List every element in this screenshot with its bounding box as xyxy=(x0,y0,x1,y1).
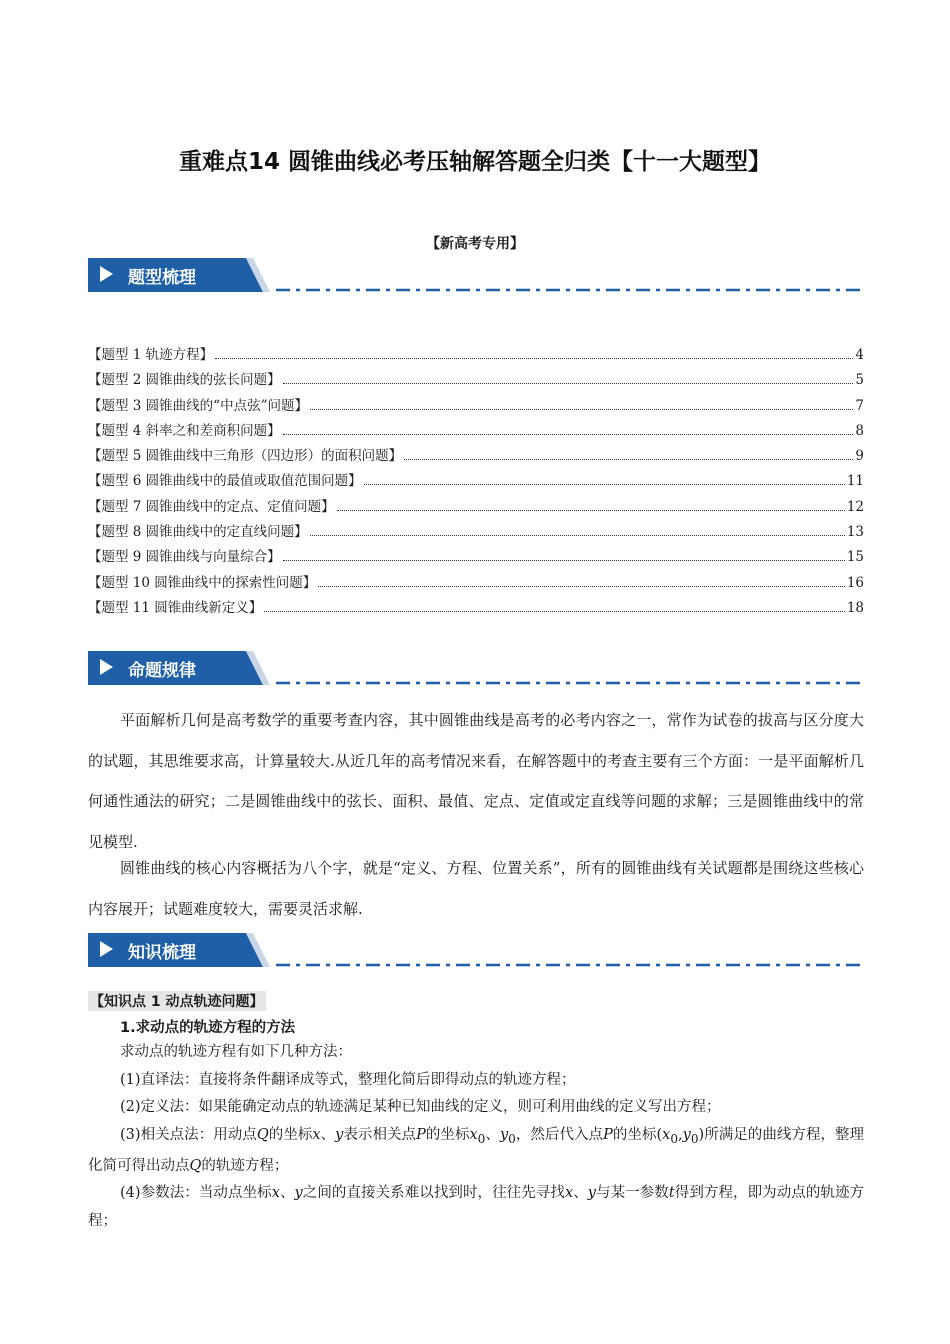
banner-shape xyxy=(88,256,868,296)
toc-leader-dots xyxy=(364,484,845,485)
table-of-contents xyxy=(88,343,864,621)
banner-shape xyxy=(88,649,868,689)
toc-entry[interactable] xyxy=(88,520,864,545)
toc-entry[interactable] xyxy=(88,596,864,621)
toc-entry-label: 【题型 2 圆锥曲线的弦长问题】 xyxy=(88,372,281,389)
toc-leader-dots xyxy=(283,560,845,561)
method-4: (4)参数法：当动点坐标x、y之间的直接关系难以找到时，往往先寻找x、y与某一参数t得到方程，即为动点的轨迹方程； xyxy=(88,1185,865,1229)
toc-entry-page: 7 xyxy=(855,397,864,414)
toc-entry-page: 12 xyxy=(846,498,864,515)
toc-entry[interactable] xyxy=(88,545,864,570)
toc-entry[interactable] xyxy=(88,419,864,444)
method-2: (2)定义法：如果能确定动点的轨迹满足某种已知曲线的定义，则可利用曲线的定义写出方程； xyxy=(120,1099,721,1115)
toc-entry-label: 【题型 6 圆锥曲线中的最值或取值范围问题】 xyxy=(88,473,362,490)
play-icon xyxy=(100,659,113,675)
toc-leader-dots xyxy=(264,611,845,612)
toc-entry-label: 【题型 9 圆锥曲线与向量综合】 xyxy=(88,549,281,566)
banner-shape xyxy=(88,931,868,971)
play-icon xyxy=(100,941,113,957)
banner-label: 命题规律 xyxy=(128,661,196,681)
toc-entry-label: 【题型 1 轨迹方程】 xyxy=(88,347,214,363)
toc-leader-dots xyxy=(310,535,845,536)
toc-entry-label: 【题型 4 斜率之和差商积问题】 xyxy=(88,422,281,439)
page-title: 重难点14 圆锥曲线必考压轴解答题全归类【十一大题型】 xyxy=(178,149,771,175)
toc-entry-page: 8 xyxy=(855,422,864,439)
toc-entry-label: 【题型 11 圆锥曲线新定义】 xyxy=(88,599,263,616)
rules-paragraph-2: 圆锥曲线的核心内容概括为八个字，就是“定义、方程、位置关系”，所有的圆锥曲线有关试题都是围绕这些核心内容展开；试题难度较大，需要灵活求解. xyxy=(88,859,864,918)
toc-entry[interactable] xyxy=(88,571,864,596)
page-subtitle: 【新高考专用】 xyxy=(426,236,524,252)
section-banner-rules xyxy=(88,649,868,689)
knowledge-point-title: 【知识点 1 动点轨迹问题】 xyxy=(88,991,266,1011)
toc-entry-page: 11 xyxy=(846,473,864,490)
toc-entry[interactable] xyxy=(88,343,864,368)
toc-entry-label: 【题型 3 圆锥曲线的“中点弦”问题】 xyxy=(88,397,308,414)
banner-label: 知识梳理 xyxy=(128,943,196,963)
toc-entry[interactable] xyxy=(88,469,864,494)
toc-entry-label: 【题型 5 圆锥曲线中三角形（四边形）的面积问题】 xyxy=(88,448,403,465)
toc-leader-dots xyxy=(215,358,853,359)
toc-entry-label: 【题型 8 圆锥曲线中的定直线问题】 xyxy=(88,524,308,541)
toc-leader-dots xyxy=(310,409,853,410)
toc-leader-dots xyxy=(318,586,845,587)
toc-leader-dots xyxy=(404,459,853,460)
toc-entry-page: 18 xyxy=(846,599,864,616)
toc-leader-dots xyxy=(337,510,845,511)
toc-leader-dots xyxy=(283,383,854,384)
toc-entry-page: 16 xyxy=(846,574,864,591)
banner-label: 题型梳理 xyxy=(128,268,196,288)
method-heading: 1.求动点的轨迹方程的方法 xyxy=(120,1020,296,1036)
toc-entry-label: 【题型 10 圆锥曲线中的探索性问题】 xyxy=(88,574,317,591)
rules-paragraph-1: 平面解析几何是高考数学的重要考查内容，其中圆锥曲线是高考的必考内容之一，常作为试卷的拔高与区分度大的试题，其思维要求高，计算量较大.从近几年的高考情况来看，在解答题中的考查主要有三个方面：一是平面解析几何通性通法的研究；二是圆锥曲线中的弦长、面积、最值、定点、定值或定直线等问题的求解；三是圆锥曲线中的常见模型. xyxy=(88,711,864,851)
knowledge-body xyxy=(88,1039,864,1235)
toc-entry-label: 【题型 7 圆锥曲线中的定点、定值问题】 xyxy=(88,498,335,515)
method-3: (3)相关点法：用动点Q的坐标x、y表示相关点P的坐标$x_0$、$y_0$，然后代入点P的坐标$(x_0,y_0)$所满足的曲线方程，整理化简可得出动点Q的轨迹方程； xyxy=(88,1126,865,1174)
toc-entry-page: 15 xyxy=(846,549,864,566)
toc-entry-page: 9 xyxy=(855,448,864,465)
toc-leader-dots xyxy=(283,434,854,435)
method-1: (1)直译法：直接将条件翻译成等式，整理化简后即得动点的轨迹方程； xyxy=(120,1071,576,1088)
toc-entry[interactable] xyxy=(88,495,864,520)
method-intro: 求动点的轨迹方程有如下几种方法： xyxy=(120,1044,352,1060)
toc-entry-page: 13 xyxy=(846,524,864,541)
toc-entry[interactable] xyxy=(88,368,864,393)
section-banner-toc xyxy=(88,256,868,296)
toc-entry-page: 5 xyxy=(855,372,864,389)
toc-entry-page: 4 xyxy=(855,347,864,363)
toc-entry[interactable] xyxy=(88,394,864,419)
section-banner-knowledge xyxy=(88,931,868,971)
toc-entry[interactable] xyxy=(88,444,864,469)
play-icon xyxy=(100,266,113,282)
